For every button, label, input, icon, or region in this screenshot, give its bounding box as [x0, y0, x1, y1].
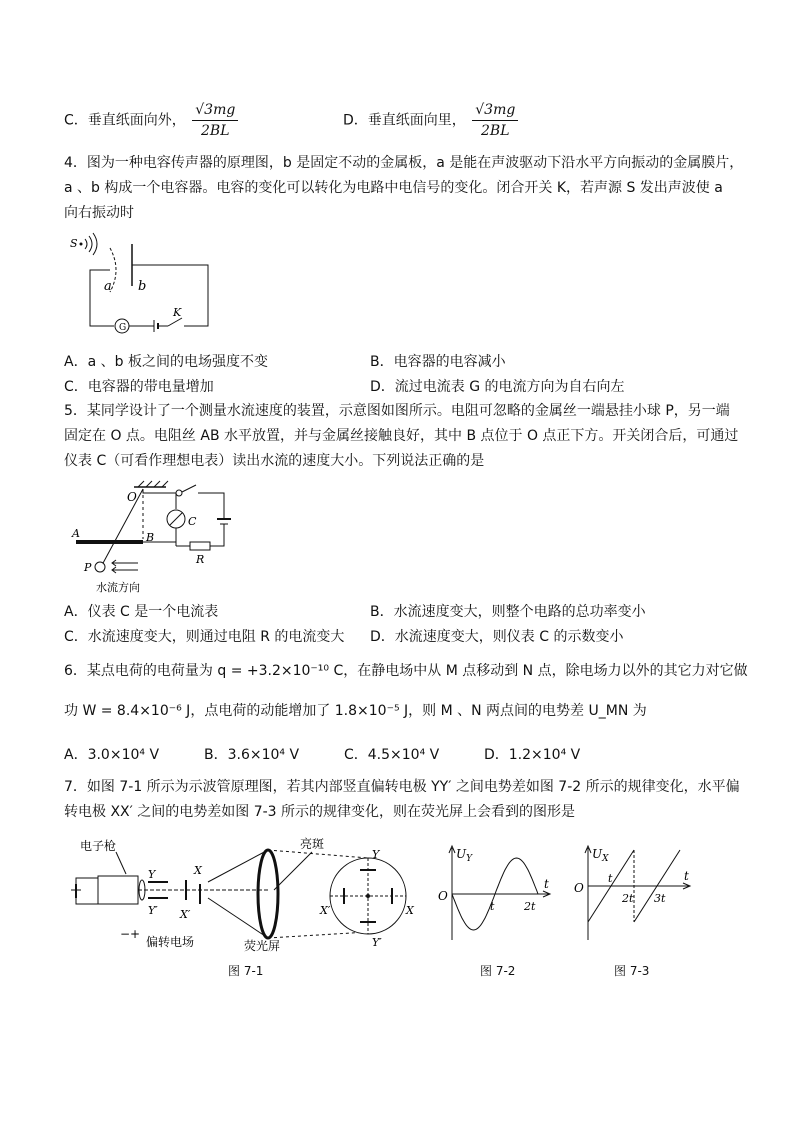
q7-figure-7-3-ux — [568, 840, 696, 944]
q7-fig2-tick-2t: 2t — [524, 900, 536, 913]
q5-option-b: B．水流速度变大，则整个电路的总功率变小 — [370, 604, 646, 620]
q5-option-a: A．仪表 C 是一个电流表 — [64, 604, 219, 620]
q5-option-d: D．水流速度变大，则仪表 C 的示数变小 — [370, 629, 624, 645]
q4-sound-wave-3 — [93, 233, 97, 255]
q5-hatch-4 — [162, 481, 168, 487]
q4-fig-label-k: K — [173, 306, 182, 319]
q5-hatch-3 — [154, 481, 160, 487]
q7-fig3-t-label: t — [684, 869, 689, 883]
q7-fig1-proj-bottom — [268, 932, 368, 938]
q7-fig1-label-gun: 电子枪 — [80, 839, 117, 853]
q5-fig-label-r: R — [196, 553, 205, 566]
q4-option-d: D．流过电流表 G 的电流方向为自右向左 — [370, 379, 625, 395]
q5-fig-label-o: O — [127, 490, 137, 504]
q6-option-d: D．1.2×10⁴ V — [484, 747, 581, 763]
q5-wire-top — [143, 489, 176, 493]
q7-fig1-front-label-x: X — [406, 904, 414, 917]
q4-stem-line2: a 、b 构成一个电容器。电容的变化可以转化为电路中电信号的变化。闭合开关 K，若声源 S 发出声波使 a — [64, 180, 723, 196]
q7-fig1-proj-top — [268, 850, 368, 858]
q3-option-d-denominator: 2BL — [481, 123, 510, 139]
q5-option-c: C．水流速度变大，则通过电阻 R 的电流变大 — [64, 629, 345, 645]
q7-fig1-label-spot: 亮斑 — [300, 837, 325, 851]
q4-sound-wave-1 — [85, 239, 87, 249]
q5-ball-p — [95, 562, 105, 572]
q7-fig3-axis-sub: X — [602, 854, 609, 864]
q7-fig2-axis-label — [456, 847, 473, 864]
q3-option-d-text: D．垂直纸面向里， — [343, 112, 466, 129]
q7-fig2-tick-t: t — [490, 900, 495, 913]
q4-option-b: B．电容器的电容减小 — [370, 354, 506, 370]
q7-fig1-label-minus: − — [120, 927, 131, 941]
q7-fig1-label-field: 偏转电场 — [146, 935, 195, 949]
q3-option-d-numerator: √3mg — [472, 100, 518, 121]
q5-fig-label-p: P — [84, 561, 92, 574]
q5-figure-circuit — [64, 479, 254, 595]
q7-fig3-tick-3t: 3t — [654, 892, 666, 905]
q4-option-a: A．a 、b 板之间的电场强度不变 — [64, 354, 268, 370]
q7-fig1-front-label-xp: X′ — [320, 904, 331, 917]
q7-fig2-origin: O — [438, 889, 448, 903]
q4-option-c: C．电容器的带电量增加 — [64, 379, 214, 395]
q5-stem-line2: 固定在 O 点。电阻丝 AB 水平放置，并与金属丝接触良好，其中 B 点位于 O 点正下方。开关闭合后，可通过 — [64, 428, 739, 444]
q5-fig-label-b: B — [146, 531, 155, 544]
q4-stem-line3: 向右振动时 — [64, 205, 134, 221]
q7-stem-line1: 7．如图 7-1 所示为示波管原理图，若其内部竖直偏转电极 YY′ 之间电势差如图 7-2 所示的规律变化，水平偏 — [64, 779, 740, 795]
q6-stem-line2: 功 W = 8.4×10⁻⁶ J，点电荷的动能增加了 1.8×10⁻⁵ J，则 M 、N 两点间的电势差 U_MN 为 — [64, 703, 647, 719]
q4-figure-circuit — [64, 230, 214, 334]
q7-caption-7-1: 图 7-1 — [228, 964, 264, 978]
q4-fig-label-b: b — [138, 279, 147, 294]
q3-option-d-fraction — [472, 100, 518, 141]
q7-fig1-gun-wire-top — [76, 878, 98, 884]
q3-option-c-text: C．垂直纸面向外， — [64, 112, 186, 129]
q4-fig-label-a: a — [104, 279, 112, 294]
q5-flow-direction-label: 水流方向 — [96, 581, 140, 594]
q7-figure-7-2-uy — [432, 840, 560, 944]
q7-fig2-axis-letter: U — [456, 847, 467, 861]
q7-fig3-axis-label — [592, 847, 609, 864]
q3-option-c-fraction — [192, 100, 238, 141]
q7-fig1-gun-body — [98, 876, 138, 904]
q7-fig3-origin: O — [574, 881, 584, 895]
q7-caption-7-3: 图 7-3 — [614, 964, 650, 978]
q7-fig1-spot-leader — [274, 852, 312, 890]
q7-fig2-t-label: t — [544, 877, 549, 891]
q3-option-d — [343, 100, 520, 141]
q6-option-b: B．3.6×10⁴ V — [204, 747, 300, 763]
q6-stem-line1: 6．某点电荷的电荷量为 q = +3.2×10⁻¹⁰ C，在静电场中从 M 点移动到 N 点，除电场力以外的其它力对它做 — [64, 663, 748, 679]
q7-fig1-gun-leader — [116, 852, 126, 874]
q5-stem-line1: 5．某同学设计了一个测量水流速度的装置，示意图如图所示。电阻可忽略的金属丝一端悬挂小球 P，另一端 — [64, 403, 730, 419]
q6-option-c: C．4.5×10⁴ V — [344, 747, 440, 763]
q7-fig1-front-center — [366, 894, 370, 898]
q5-hatch-1 — [138, 481, 144, 487]
q7-fig3-tick-2t: 2t — [622, 892, 634, 905]
q5-fig-label-a: A — [72, 527, 80, 540]
q7-stem-line2: 转电极 XX′ 之间的电势差如图 7-3 所示的规律变化，则在荧光屏上会看到的图形是 — [64, 804, 576, 820]
q7-fig1-gun-wire-bottom — [76, 898, 98, 904]
q5-wire-right-top — [198, 493, 224, 519]
q4-switch-k — [168, 318, 182, 326]
q5-hatch-2 — [146, 481, 152, 487]
q7-fig1-screen — [258, 850, 278, 938]
q4-fig-label-g: G — [119, 323, 127, 333]
q5-switch-contact — [176, 490, 182, 496]
q5-wire-right-bottom — [210, 524, 224, 546]
q7-fig3-tick-t: t — [608, 872, 613, 885]
q7-fig1-label-xp: X′ — [180, 908, 191, 921]
q7-fig1-front-label-yp: Y′ — [372, 936, 382, 949]
q4-stem-line1: 4．图为一种电容传声器的原理图，b 是固定不动的金属板，a 是能在声波驱动下沿水平方向振动的金属膜片， — [64, 155, 744, 171]
q7-fig3-axis-letter: U — [592, 847, 603, 861]
q5-stem-line3: 仪表 C（可看作理想电表）读出水流的速度大小。下列说法正确的是 — [64, 453, 485, 469]
q5-fig-label-c: C — [188, 515, 197, 528]
q7-fig1-front-label-y: Y — [372, 848, 380, 861]
q7-fig1-label-yp: Y′ — [148, 904, 158, 917]
q4-sound-wave-2 — [89, 236, 92, 252]
q5-metal-wire — [102, 489, 143, 565]
q7-fig1-label-x: X — [194, 864, 202, 877]
q3-option-c-denominator: 2BL — [201, 123, 230, 139]
q7-fig1-label-y: Y — [148, 868, 156, 881]
q4-wire-right — [132, 265, 208, 326]
q6-option-a: A．3.0×10⁴ V — [64, 747, 160, 763]
q7-figure-7-1-oscilloscope — [68, 834, 420, 952]
q5-switch — [182, 485, 196, 492]
q5-resistor-r — [190, 542, 210, 550]
q4-fig-label-s: S — [70, 237, 78, 250]
q7-fig1-label-plus: + — [130, 927, 141, 941]
q7-fig1-label-screen: 荧光屏 — [244, 939, 281, 952]
q7-caption-7-2: 图 7-2 — [480, 964, 516, 978]
q4-sound-source-dot — [80, 243, 83, 246]
q3-option-c-numerator: √3mg — [192, 100, 238, 121]
q7-fig2-axis-sub: Y — [466, 854, 473, 864]
q3-option-c — [64, 100, 240, 141]
